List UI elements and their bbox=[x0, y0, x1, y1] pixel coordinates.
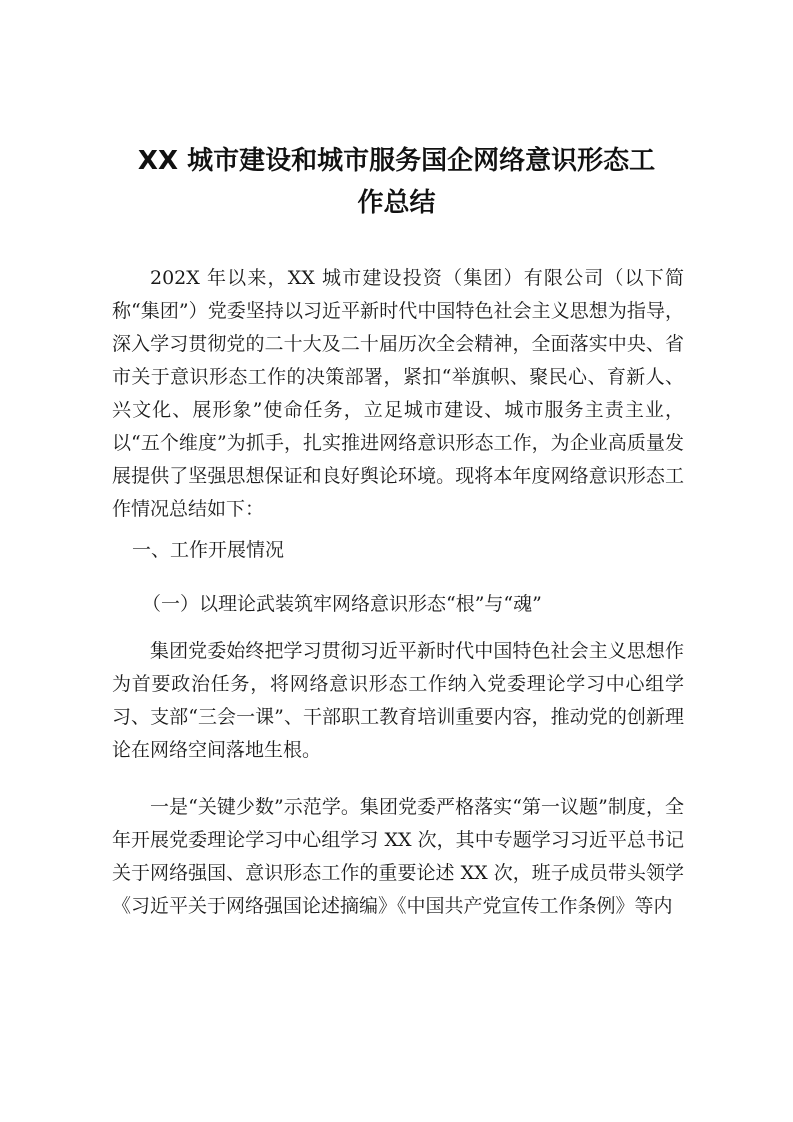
subsection-heading-1: （一）以理论武装筑牢网络意识形态“根”与“魂” bbox=[142, 593, 542, 615]
title-line-2: 作总结 bbox=[357, 188, 436, 218]
body-paragraph-2: 集团党委始终把学习贯彻习近平新时代中国特色社会主义思想作为首要政治任务，将网络意识形态工作纳入党委理论学习中心组学习、支部“三会一课”、干部职工教育培训重要内容，推动党的创新理论在网络空间落地生根。 bbox=[112, 640, 684, 761]
body-paragraph-3: 一是“关键少数”示范学。集团党委严格落实“第一议题”制度，全年开展党委理论学习中心组学习 XX 次，其中专题学习习近平总书记关于网络强国、意识形态工作的重要论述 XX 次，班子成员带头领学《习近平关于网络强国论述摘编》《中国共产党宣传工作条例》等内 bbox=[112, 796, 684, 917]
intro-paragraph: 202X 年以来，XX 城市建设投资（集团）有限公司（以下简称“集团”）党委坚持以习近平新时代中国特色社会主义思想为指导，深入学习贯彻党的二十大及二十届历次全会精神，全面落实中央、省市关于意识形态工作的决策部署，紧扣“举旗帜、聚民心、育新人、兴文化、展形象”使命任务，立足城市建设、城市服务主责主业，以“五个维度”为抓手，扎实推进网络意识形态工作，为企业高质量发展提供了坚强思想保证和良好舆论环境。现将本年度网络意识形态工作情况总结如下： bbox=[112, 267, 684, 520]
section-heading-1: 一、工作开展情况 bbox=[132, 539, 285, 561]
document-title bbox=[100, 140, 693, 224]
title-line-1: XX 城市建设和城市服务国企网络意识形态工 bbox=[137, 146, 656, 176]
